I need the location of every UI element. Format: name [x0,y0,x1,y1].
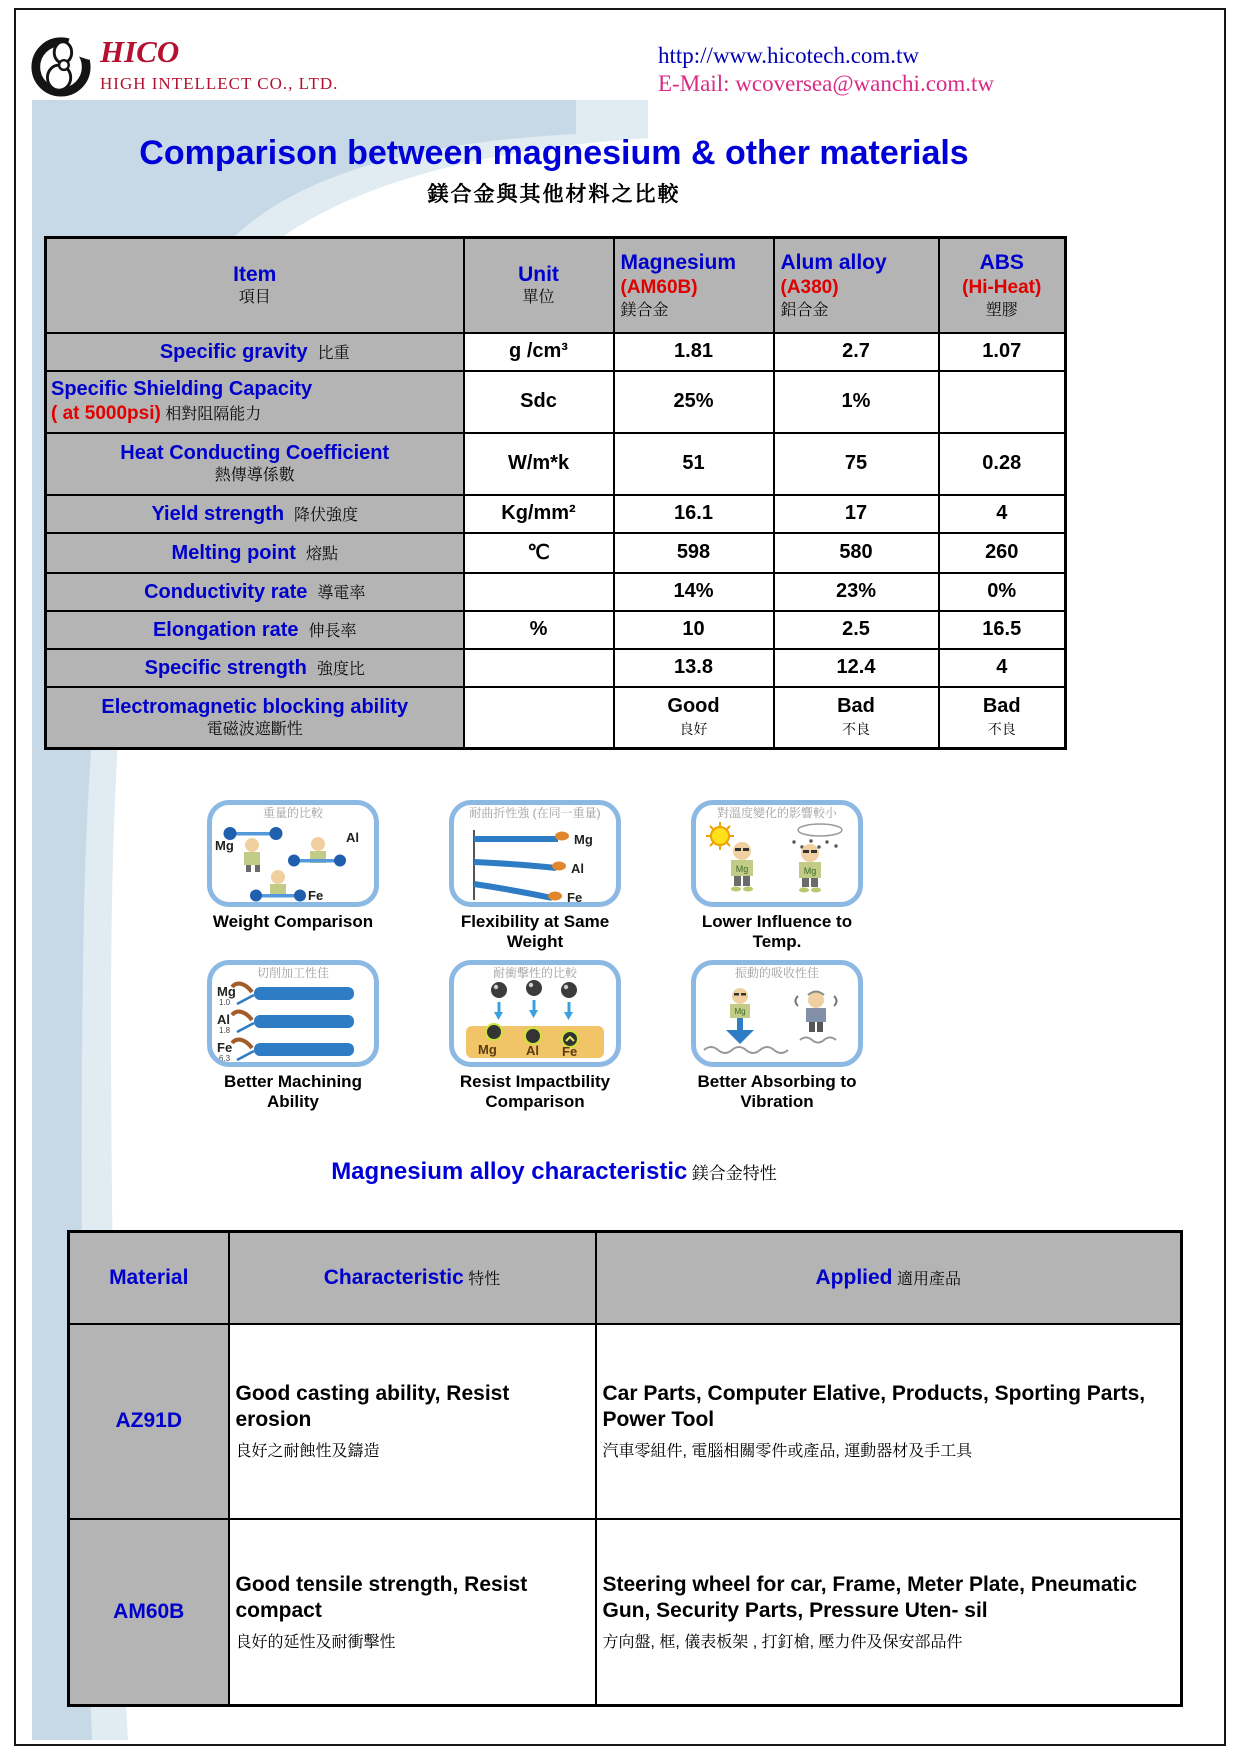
feature-panels [207,800,863,1111]
applied-cell: Car Parts, Computer Elative, Products, Sporting Parts, Power Tool 汽車零組件, 電腦相關零件或產品, 運動器材及手工具 [596,1324,1182,1519]
header-applied: Applied 適用產品 [596,1232,1182,1324]
panel-title-zh: 切削加工性佳 [256,966,329,981]
value-cell: 16.1 [614,495,774,533]
rod-fe [217,1040,354,1063]
panel-title-zh: 重量的比較 [262,806,323,820]
value-cell: 2.7 [774,333,939,371]
svg-text:Mg: Mg [803,866,817,876]
value-cell: 0% [939,573,1066,611]
value-cell: 14% [614,573,774,611]
table-header-row [69,1232,1182,1324]
unit-cell: Sdc [464,371,614,433]
comparison-table [44,236,1067,750]
value-cell: 1% [774,371,939,433]
svg-text:Mg: Mg [735,864,749,874]
item-cell: Specific Shielding Capacity ( at 5000psi) 相對阻隔能力 [46,371,464,433]
value-cell: 4 [939,495,1066,533]
panel-caption: Better Machining Ability [224,1072,362,1111]
header-characteristic: Characteristic 特性 [229,1232,596,1324]
value-cell: 260 [939,533,1066,573]
unit-cell [464,649,614,687]
figure-vibrating [796,992,837,1043]
svg-text:Al: Al [526,1043,539,1059]
value-cell [939,371,1066,433]
company-subtitle: HIGH INTELLECT CO., LTD. [100,74,339,93]
value-cell: 51 [614,433,774,495]
table-header-row [46,238,1066,333]
contact-block [658,42,994,97]
header-magnesium: Magnesium (AM60B) 鎂合金 [614,238,774,333]
material-cell: AM60B [69,1519,229,1706]
table-row [69,1324,1182,1519]
characteristic-cell: Good casting ability, Resist erosion 良好之耐蝕性及鑄造 [229,1324,596,1519]
svg-text:Fe: Fe [217,1040,233,1056]
panel-temperature [691,800,863,951]
unit-cell: W/m*k [464,433,614,495]
section-title-en: Magnesium alloy characteristic [331,1158,688,1185]
hico-logo-icon [30,34,92,98]
svg-text:Mg: Mg [734,1007,746,1017]
figure-mg-sun [731,842,753,892]
material-cell: AZ91D [69,1324,229,1519]
value-cell: 13.8 [614,649,774,687]
value-cell: 10 [614,611,774,649]
svg-text:Fe: Fe [308,888,324,903]
value-cell: 12.4 [774,649,939,687]
rod-al [217,1012,354,1035]
item-cell: Specific gravity 比重 [46,333,464,371]
down-arrows [494,1000,573,1020]
applied-cell: Steering wheel for car, Frame, Meter Plate, Pneumatic Gun, Security Parts, Pressure Uten- sil 方向盤, 框, 儀表板架 , 打釘槍, 壓力件及保安部品件 [596,1519,1182,1706]
table-row [46,611,1066,649]
panel-caption: Lower Influence to Temp. [701,912,853,951]
header-item [46,238,464,333]
svg-text:Fe: Fe [567,890,583,905]
panel-title-zh: 耐衝擊性的比較 [492,966,577,981]
panel-flexibility [449,800,621,951]
svg-text:Mg: Mg [574,832,593,847]
figure-mg [215,827,283,872]
value-cell: 580 [774,533,939,573]
value-cell: 1.81 [614,333,774,371]
svg-text:1.8: 1.8 [219,1026,231,1036]
figure-mg-cold [799,844,821,893]
header-material: Material [69,1232,229,1324]
header-item-en: Item [233,263,277,287]
panel-title-zh: 對溫度變化的影響較小 [716,806,837,820]
svg-text:Fe: Fe [562,1044,578,1060]
value-cell: 0.28 [939,433,1066,495]
svg-text:Mg: Mg [217,984,236,1000]
item-cell: Elongation rate 伸長率 [46,611,464,649]
title-block [44,134,1064,208]
figure-mg-damped [726,988,754,1044]
item-cell: Specific strength 強度比 [46,649,464,687]
rod-mg [217,984,354,1007]
panel-vibration [691,960,863,1111]
unit-cell [464,573,614,611]
website-link[interactable]: http://www.hicotech.com.tw [658,43,920,68]
flexibility-illustration [454,818,616,906]
table-row [46,495,1066,533]
company-name: HICO [100,34,180,69]
header-abs: ABS (Hi-Heat) 塑膠 [939,238,1066,333]
svg-text:6.3: 6.3 [219,1054,231,1064]
panel-caption: Flexibility at Same Weight [460,912,610,951]
svg-text:1.0: 1.0 [219,998,231,1008]
panel-caption: Better Absorbing to Vibration [697,1072,857,1111]
ground-wave [704,1047,788,1053]
svg-text:Al: Al [217,1012,230,1028]
svg-text:Mg: Mg [215,838,234,853]
sun-icon [706,822,734,850]
header-unit-zh: 單位 [522,289,555,307]
header-unit [464,238,614,333]
unit-cell [464,687,614,749]
value-cell: 23% [774,573,939,611]
unit-cell: ℃ [464,533,614,573]
table-row [46,433,1066,495]
table-row [46,533,1066,573]
unit-cell: % [464,611,614,649]
unit-cell: g /cm³ [464,333,614,371]
cloud-snow-icon [792,824,842,849]
item-cell: Electromagnetic blocking ability 電磁波遮斷性 [46,687,464,749]
panel-title-zh: 耐曲折性強 (在同一重量) [469,806,601,820]
weight-comparison-illustration [212,818,374,906]
email-link[interactable]: E-Mail: wcoversea@wanchi.com.tw [658,70,995,96]
value-cell: 4 [939,649,1066,687]
panel-caption: Resist Impactbility Comparison [459,1072,611,1111]
section-title-zh: 鎂合金特性 [691,1164,777,1183]
page-title-chinese: 鎂合金與其他材料之比較 [427,182,681,206]
value-cell: Bad 不良 [774,687,939,749]
panel-caption: Weight Comparison [212,912,374,931]
svg-text:Mg: Mg [478,1042,497,1058]
impact-illustration [454,978,616,1066]
table-row [46,371,1066,433]
item-cell: Heat Conducting Coefficient 熱傳導係數 [46,433,464,495]
table-row [46,649,1066,687]
item-cell: Melting point 熔點 [46,533,464,573]
machining-illustration [212,978,374,1066]
table-row [46,573,1066,611]
value-cell: 25% [614,371,774,433]
item-cell: Conductivity rate 導電率 [46,573,464,611]
svg-text:Al: Al [346,830,359,845]
falling-balls [491,980,577,998]
vibration-illustration [696,978,858,1066]
value-cell: 2.5 [774,611,939,649]
value-cell: 17 [774,495,939,533]
table-row [46,333,1066,371]
figure-al [288,830,359,867]
table-row [46,687,1066,749]
header-unit-en: Unit [518,263,559,287]
panel-impact [449,960,621,1111]
value-cell: 1.07 [939,333,1066,371]
table-row [69,1519,1182,1706]
header-item-zh: 項目 [238,289,271,307]
temperature-illustration [696,818,858,906]
svg-text:Al: Al [571,861,584,876]
value-cell: 75 [774,433,939,495]
page-title: Comparison between magnesium & other materials [139,134,969,172]
panel-weight-comparison [207,800,379,951]
logo-figure-mid [59,60,69,70]
characteristic-table [67,1230,1183,1707]
unit-cell: Kg/mm² [464,495,614,533]
figure-fe [250,870,323,903]
value-cell: Good 良好 [614,687,774,749]
value-cell: 16.5 [939,611,1066,649]
panel-title-zh: 振動的吸收性佳 [734,966,819,981]
item-cell: Yield strength 降伏強度 [46,495,464,533]
panel-machining [207,960,379,1111]
section-title [44,1158,1064,1186]
header-alum-alloy: Alum alloy (A380) 鋁合金 [774,238,939,333]
value-cell: Bad 不良 [939,687,1066,749]
value-cell: 598 [614,533,774,573]
document-page [14,8,1226,1746]
characteristic-cell: Good tensile strength, Resist compact 良好的延性及耐衝擊性 [229,1519,596,1706]
